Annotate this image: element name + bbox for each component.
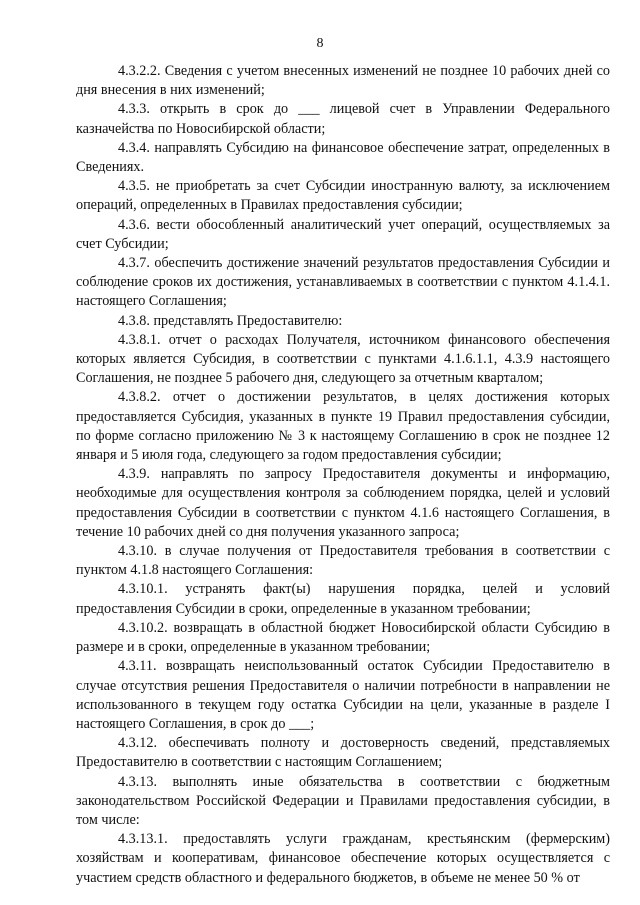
paragraph-4-3-10: 4.3.10. в случае получения от Предоставителя требования в соответствии с пунктом 4.1.8 настоящего Соглашения: xyxy=(76,543,610,579)
paragraph-4-3-2-2: 4.3.2.2. Сведения с учетом внесенных изменений не позднее 10 рабочих дней со дня внесения в них изменений; xyxy=(76,63,610,99)
paragraph-4-3-5: 4.3.5. не приобретать за счет Субсидии иностранную валюту, за исключением операций, определенных в Правилах предоставления субсидии; xyxy=(76,178,610,214)
paragraph-4-3-3: 4.3.3. открыть в срок до ___ лицевой счет в Управлении Федерального казначейства по Новосибирской области; xyxy=(76,101,610,137)
paragraph-4-3-13-1: 4.3.13.1. предоставлять услуги гражданам, крестьянским (фермерским) хозяйствам и кооперативам, финансовое обеспечение которых осуществляется с участием средств областного и федерального бюджетов, в объеме не менее 50 % от xyxy=(76,831,610,886)
paragraph-4-3-10-2: 4.3.10.2. возвращать в областной бюджет Новосибирской области Субсидию в размере и в сроки, определенные в указанном требовании; xyxy=(76,619,610,656)
paragraph-4-3-7: 4.3.7. обеспечить достижение значений результатов предоставления Субсидии и соблюдение сроков их достижения, устанавливаемых в соответствии с пунктом 4.1.4.1. настоящего Соглашения; xyxy=(76,255,610,310)
page-number: 8 xyxy=(316,36,324,51)
paragraph-4-3-8-1: 4.3.8.1. отчет о расходах Получателя, источником финансового обеспечения которых является Субсидия, в соответствии с пунктами 4.1.6.1.1, 4.3.9 настоящего Соглашения, не позднее 5 рабочего дня, следующего за отчетным кварталом; xyxy=(76,331,610,387)
paragraph-4-3-13: 4.3.13. выполнять иные обязательства в соответствии с бюджетным законодательством Российской Федерации и Правилами предоставления субсидии, в том числе: xyxy=(76,773,610,828)
paragraph-4-3-9: 4.3.9. направлять по запросу Предоставителя документы и информацию, необходимые для осуществления контроля за соблюдением порядка, целей и условий предоставления Субсидии в соответствии с пунктом 4.1.6 настоящего Соглашения, в течение 10 рабочих дней со дня получения указанного запроса; xyxy=(76,466,610,540)
paragraph-4-3-11: 4.3.11. возвращать неиспользованный остаток Субсидии Предоставителю в случае отсутствия решения Предоставителя о наличии потребности в направлении не использованного в текущем году остатка Субсидии на цели, указанные в разделе I настоящего Соглашения, в срок до ___; xyxy=(76,658,610,732)
document-body xyxy=(76,62,610,888)
paragraph-4-3-4: 4.3.4. направлять Субсидию на финансовое обеспечение затрат, определенных в Сведениях. xyxy=(76,139,610,176)
paragraph-4-3-12: 4.3.12. обеспечивать полноту и достоверность сведений, представляемых Предоставителю в соответствии с настоящим Соглашением; xyxy=(76,735,610,771)
paragraph-4-3-6: 4.3.6. вести обособленный аналитический учет операций, осуществляемых за счет Субсидии; xyxy=(76,216,610,252)
paragraph-4-3-10-1: 4.3.10.1. устранять факт(ы) нарушения порядка, целей и условий предоставления Субсидии в сроки, определенные в указанном требовании; xyxy=(76,581,610,617)
paragraph-4-3-8: 4.3.8. представлять Предоставителю: xyxy=(118,312,343,329)
paragraph-4-3-8-2: 4.3.8.2. отчет о достижении результатов, в целях достижения которых предоставляется Субсидия, указанных в пункте 19 Правил предоставления субсидии, по форме согласно приложению № 3 к настоящему Соглашению в срок не позднее 12 января и 5 июля года, следующего за годом предоставления субсидии; xyxy=(76,389,610,464)
